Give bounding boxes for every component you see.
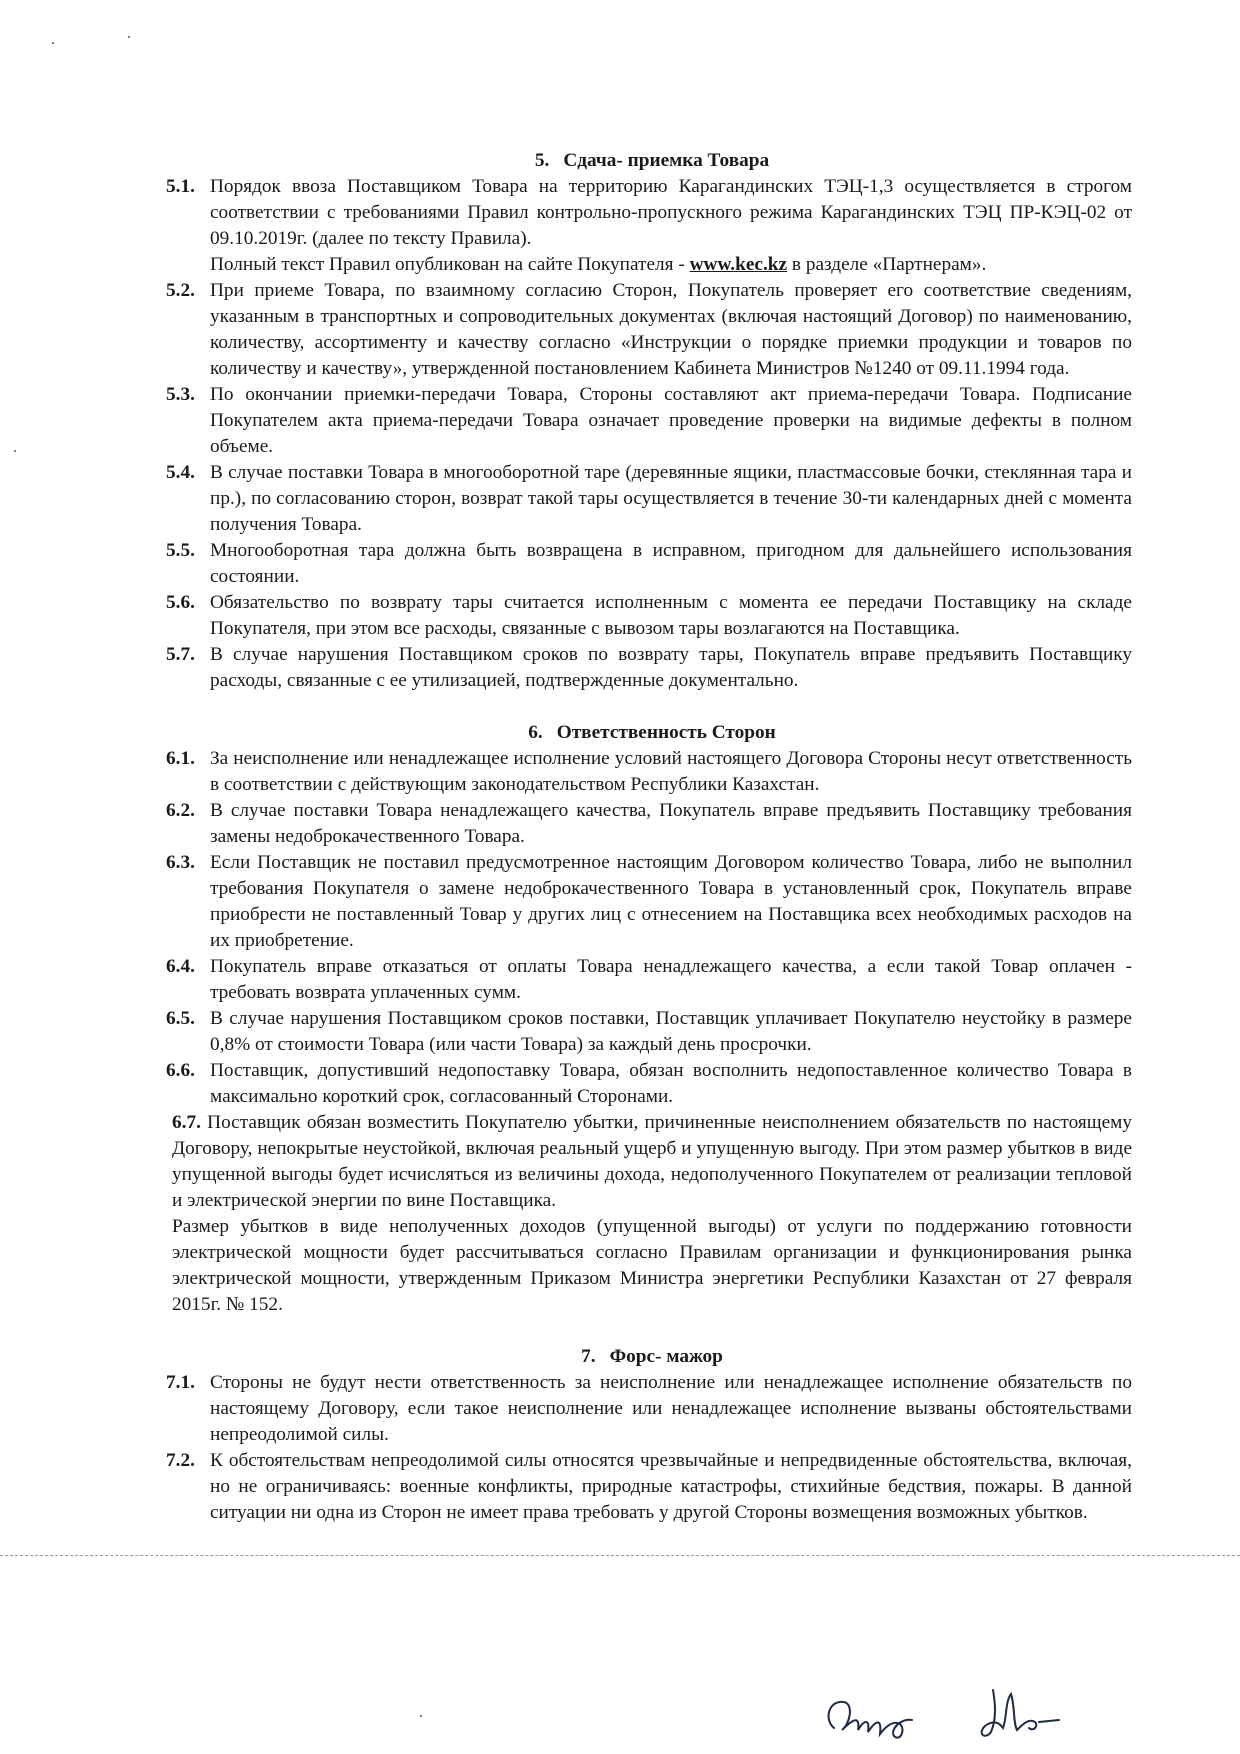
clause-text-part: Полный текст Правил опубликован на сайте Покупателя -	[210, 254, 690, 275]
clause-5-1	[166, 174, 1132, 278]
clause-text: Порядок ввоза Поставщиком Товара на территорию Карагандинских ТЭЦ-1,3 осуществляется в строгом соответствии с требованиями Правил контрольно-пропускного режима Карагандинских ТЭЦ ПР-КЭЦ-02 от 09.10.2019г. (далее по тексту Правила).	[210, 176, 1132, 249]
scan-speck	[52, 42, 54, 44]
clause-number: 7.1.	[166, 1372, 195, 1393]
clause-5-3	[166, 382, 1132, 460]
signature-2	[975, 1682, 1085, 1748]
clause-text: Поставщик обязан возместить Покупателю убытки, причиненные неисполнением обязательств по настоящему Договору, непокрытые неустойкой, включая реальный ущерб и упущенную выгоду. При этом размер убытков в виде упущенной выгоды будет исчисляться из величины дохода, недополученного Покупателем от реализации тепловой и электрической энергии по вине Поставщика.	[172, 1112, 1132, 1211]
clause-5-4	[166, 460, 1132, 538]
clause-7-2	[166, 1448, 1132, 1526]
clause-5-5	[166, 538, 1132, 590]
clause-6-2	[166, 798, 1132, 850]
clause-text: В случае поставки Товара ненадлежащего качества, Покупатель вправе предъявить Поставщику требования замены недоброкачественного Товара.	[210, 800, 1132, 847]
clause-number: 5.5.	[166, 540, 195, 561]
section-6-title: Ответственность Сторон	[556, 722, 776, 743]
clause-text-rules-link	[210, 252, 1132, 278]
clause-number: 5.6.	[166, 592, 195, 613]
section-7-heading	[172, 1344, 1132, 1370]
clause-5-7	[166, 642, 1132, 694]
clause-text: Многооборотная тара должна быть возвращена в исправном, пригодном для дальнейшего использования состоянии.	[210, 540, 1132, 587]
clause-6-6	[166, 1058, 1132, 1110]
clause-text: К обстоятельствам непреодолимой силы относятся чрезвычайные и непредвиденные обстоятельства, включая, но не ограничиваясь: военные конфликты, природные катастрофы, стихийные бедствия, пожары. В данной ситуации ни одна из Сторон не имеет права требовать у другой Стороны возмещения возможных убытков.	[210, 1450, 1132, 1523]
scan-speck	[420, 1715, 422, 1717]
clause-number: 5.1.	[166, 176, 195, 197]
section-6-number: 6.	[528, 722, 543, 743]
clause-number: 6.6.	[166, 1060, 195, 1081]
clause-text: Если Поставщик не поставил предусмотренное настоящим Договором количество Товара, либо не выполнил требования Покупателя о замене недоброкачественного Товара в установленный срок, Покупатель вправе приобрести не поставленный Товар у других лиц с отнесением на Поставщика всех необходимых расходов на их приобретение.	[210, 852, 1132, 951]
section-6-heading	[172, 720, 1132, 746]
website-link[interactable]: www.kec.kz	[689, 254, 788, 275]
scan-speck	[128, 36, 130, 38]
signature-1	[820, 1690, 940, 1750]
clause-6-4	[166, 954, 1132, 1006]
clause-number: 6.1.	[166, 748, 195, 769]
clause-text: Покупатель вправе отказаться от оплаты Товара ненадлежащего качества, а если такой Товар оплачен - требовать возврата уплаченных сумм.	[210, 956, 1132, 1003]
clause-text: Обязательство по возврату тары считается исполненным с момента ее передачи Поставщику на складе Покупателя, при этом все расходы, связанные с вывозом тары возлагаются на Поставщика.	[210, 592, 1132, 639]
clause-number: 5.7.	[166, 644, 195, 665]
section-5-number: 5.	[534, 150, 550, 171]
clause-number: 7.2.	[166, 1450, 195, 1471]
clause-text: В случае нарушения Поставщиком сроков поставки, Поставщик уплачивает Покупателю неустойку в размере 0,8% от стоимости Товара (или части Товара) за каждый день просрочки.	[210, 1008, 1132, 1055]
clause-number: 6.7.	[172, 1112, 201, 1133]
clause-7-1	[166, 1370, 1132, 1448]
clause-text: Поставщик, допустивший недопоставку Товара, обязан восполнить недопоставленное количество Товара в максимально короткий срок, согласованный Сторонами.	[210, 1060, 1132, 1107]
clause-6-7	[172, 1110, 1132, 1214]
clause-text-part: в разделе «Партнерам».	[787, 254, 987, 275]
clause-5-6	[166, 590, 1132, 642]
clause-number: 6.3.	[166, 852, 195, 873]
section-7-title: Форс- мажор	[609, 1346, 723, 1367]
clause-text: За неисполнение или ненадлежащее исполнение условий настоящего Договора Стороны несут ответственность в соответствии с действующим законодательством Республики Казахстан.	[210, 748, 1132, 795]
scan-dashed-line	[0, 1555, 1240, 1556]
clause-6-1	[166, 746, 1132, 798]
clause-5-2	[166, 278, 1132, 382]
clause-number: 5.3.	[166, 384, 195, 405]
clause-6-3	[166, 850, 1132, 954]
clause-number: 5.2.	[166, 280, 195, 301]
clause-6-7-paragraph-2: Размер убытков в виде неполученных доходов (упущенной выгоды) от услуги по поддержанию готовности электрической мощности будет рассчитываться согласно Правилам организации и функционирования рынка электрической мощности, утвержденным Приказом Министра энергетики Республики Казахстан от 27 февраля 2015г. № 152.	[172, 1216, 1132, 1315]
clause-6-5	[166, 1006, 1132, 1058]
clause-text: В случае нарушения Поставщиком сроков по возврату тары, Покупатель вправе предъявить Поставщику расходы, связанные с ее утилизацией, подтвержденные документально.	[210, 644, 1132, 691]
section-5-heading	[172, 148, 1132, 174]
scan-speck	[14, 450, 16, 452]
section-5-title: Сдача- приемка Товара	[563, 150, 770, 171]
clause-number: 6.4.	[166, 956, 195, 977]
clause-text: В случае поставки Товара в многооборотной таре (деревянные ящики, пластмассовые бочки, стеклянная тара и пр.), по согласованию сторон, возврат такой тары осуществляется в течение 30-ти календарных дней с момента получения Товара.	[210, 462, 1132, 535]
clause-number: 6.2.	[166, 800, 195, 821]
clause-number: 5.4.	[166, 462, 195, 483]
clause-text: При приеме Товара, по взаимному согласию Сторон, Покупатель проверяет его соответствие сведениям, указанным в транспортных и сопроводительных документах (включая настоящий Договор) по наименованию, количеству, ассортименту и качеству согласно «Инструкции о порядке приемки продукции и товаров по количеству и качеству», утвержденной постановлением Кабинета Министров №1240 от 09.11.1994 года.	[210, 280, 1132, 379]
clause-text: По окончании приемки-передачи Товара, Стороны составляют акт приема-передачи Товара. Подписание Покупателем акта приема-передачи Товара означает проведение проверки на видимые дефекты в полном объеме.	[210, 384, 1132, 457]
section-7-number: 7.	[581, 1346, 596, 1367]
clause-text: Стороны не будут нести ответственность за неисполнение или ненадлежащее исполнение обязательств по настоящему Договору, если такое неисполнение или ненадлежащее исполнение вызваны обстоятельствами непреодолимой силы.	[210, 1372, 1132, 1445]
document-page	[166, 148, 1132, 1526]
clause-number: 6.5.	[166, 1008, 195, 1029]
